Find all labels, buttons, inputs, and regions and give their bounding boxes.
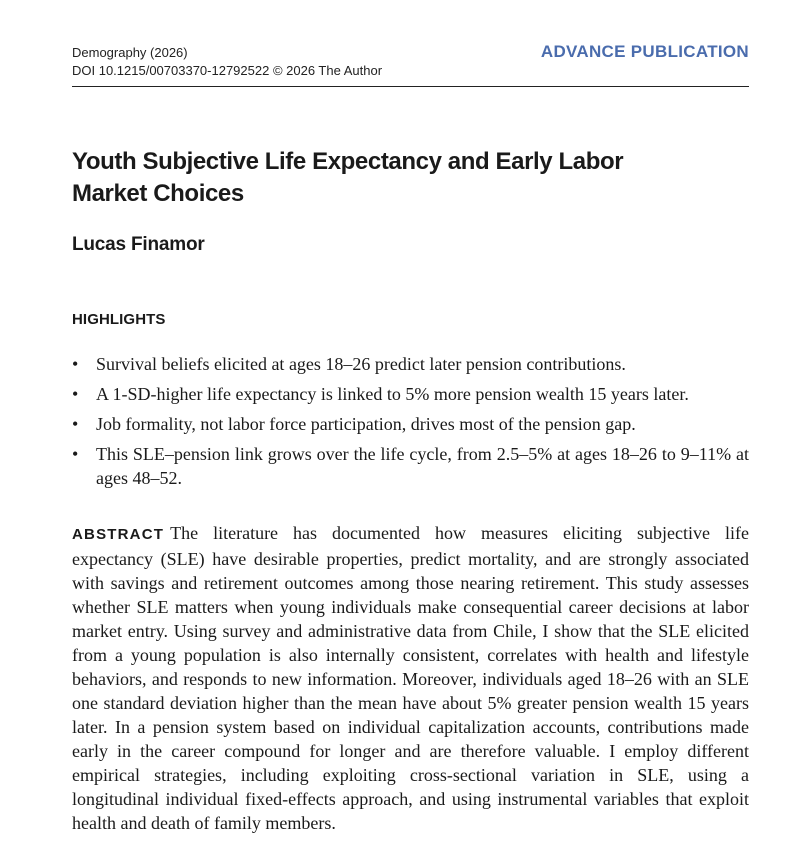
page-header (72, 42, 749, 88)
header-rule (72, 86, 749, 87)
highlight-text: This SLE–pension link grows over the life cycle, from 2.5–5% at ages 18–26 to 9–11% at ages 48–52. (96, 444, 749, 488)
highlight-text: Survival beliefs elicited at ages 18–26 predict later pension contributions. (96, 354, 626, 374)
abstract (72, 521, 749, 835)
abstract-label: ABSTRACT (72, 526, 165, 543)
bullet-icon: • (72, 354, 79, 374)
author-name: Lucas Finamor (72, 234, 205, 255)
article-title: Youth Subjective Life Expectancy and Early Labor Market Choices (72, 148, 624, 207)
abstract-text: The literature has documented how measures eliciting subjective life expectancy (SLE) have desirable properties, predict mortality, and are strongly associated with savings and retirement outcomes among those nearing retirement. This study assesses whether SLE matters when young individuals make consequential career decisions at labor market entry. Using survey and administrative data from Chile, I show that the SLE elicited from a young population is also internally consistent, correlates with health and lifestyle behaviors, and responds to new information. Moreover, individuals aged 18–26 with an SLE one standard deviation higher than the mean have about 5% greater pension wealth 15 years later. In a pension system based on individual capitalization accounts, contributions made early in the career compound for longer and are therefore valuable. I employ different empirical strategies, including exploiting cross-sectional variation in SLE, using a longitudinal individual fixed-effects approach, and using instrumental variables that exploit health and death of family members. (72, 523, 749, 833)
highlight-item (72, 352, 749, 376)
bullet-icon: • (72, 384, 79, 404)
publication-status: ADVANCE PUBLICATION (540, 42, 749, 61)
highlight-item (72, 412, 749, 436)
journal-citation: Demography (2026) (72, 45, 188, 60)
highlight-text: A 1-SD-higher life expectancy is linked to 5% more pension wealth 15 years later. (96, 384, 689, 404)
highlights-list (72, 352, 749, 496)
highlight-text: Job formality, not labor force participation, drives most of the pension gap. (96, 414, 636, 434)
highlights-heading: HIGHLIGHTS (72, 311, 166, 328)
bullet-icon: • (72, 444, 79, 464)
highlight-item (72, 442, 749, 490)
bullet-icon: • (72, 414, 79, 434)
doi-copyright-line: DOI 10.1215/00703370-12792522 © 2026 The Author (72, 63, 383, 78)
highlight-item (72, 382, 749, 406)
